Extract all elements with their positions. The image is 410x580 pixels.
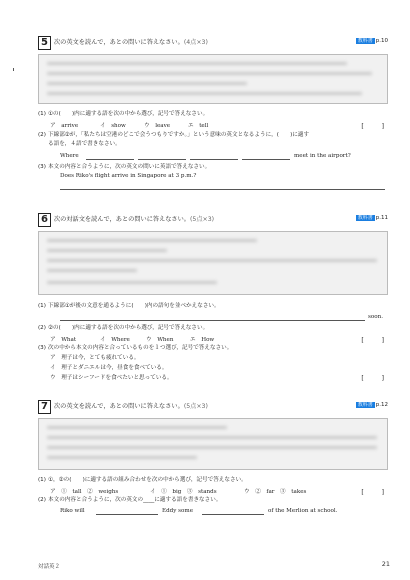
section-header [38, 400, 388, 414]
fill-in-line [38, 153, 388, 161]
answer-bracket: [ ] [361, 123, 384, 130]
choice-a [38, 355, 388, 362]
section-header [38, 213, 388, 227]
section-number: 7 [38, 400, 51, 414]
answer-bracket: [ ] [361, 489, 384, 496]
points: (4点×3) [183, 39, 208, 46]
question-text: 下線部②が，「私たちは空港のどこで会うつもりですか。」という意味の英文となるように，( )に適す [48, 132, 310, 138]
option: イ Where [100, 337, 130, 343]
textbook-badge: 教科書 [357, 402, 373, 408]
sentence-start: Where [60, 153, 79, 159]
margin-mark [13, 68, 14, 71]
answer-line[interactable] [60, 189, 385, 190]
option: ア arrive [50, 123, 79, 129]
question-1 [38, 477, 388, 484]
choice-text: ア 理子は今，とても疲れている。 [50, 355, 140, 361]
points: (5点×3) [183, 403, 208, 410]
blurred-text-line [47, 446, 377, 449]
section-5 [38, 36, 388, 191]
question-sentence [38, 173, 388, 180]
english-question: Does Riko's flight arrive in Singapore at 3 p.m.? [60, 173, 197, 179]
question-number: (2) [38, 325, 46, 331]
section-instruction [54, 37, 208, 46]
section-instruction [54, 214, 214, 223]
blurred-text-line [47, 92, 362, 95]
question-text: 本文の内容と合うように，次の英文の____に適する語を書きなさい。 [48, 497, 222, 503]
fill-in-line [38, 314, 388, 322]
blurred-text-line [47, 72, 372, 75]
question-2 [38, 132, 388, 139]
answer-bracket: [ ] [361, 337, 384, 344]
textbook-ref [356, 214, 388, 221]
section-7 [38, 400, 388, 516]
answer-options [38, 121, 388, 129]
choice-b [38, 365, 388, 372]
question-text: 次の中から本文の内容と合っているものを１つ選び，記号で答えなさい。 [48, 345, 233, 351]
question-2-cont [38, 141, 388, 148]
blurred-text-line [47, 426, 227, 429]
answer-bracket: [ ] [361, 375, 384, 382]
question-number: (2) [38, 132, 46, 138]
option: ア What [50, 337, 77, 343]
reading-passage-blurred [38, 54, 388, 104]
choice-text: イ 理子とダニエルは今，昼食を食べている。 [50, 365, 168, 371]
blank-3[interactable] [190, 159, 238, 160]
instruction-text: 次の英文を読んで，あとの問いに答えなさい。 [54, 403, 184, 410]
blank-2[interactable] [202, 514, 264, 515]
answer-options [38, 487, 388, 495]
option: エ How [190, 337, 215, 343]
blurred-text-line [47, 456, 197, 459]
question-number: (1) [38, 303, 46, 309]
instruction-text: 次の対話文を読んで，あとの問いに答えなさい。 [54, 216, 190, 223]
blank-1[interactable] [96, 514, 158, 515]
blank-2[interactable] [138, 159, 186, 160]
question-2 [38, 325, 388, 332]
textbook-ref [356, 37, 388, 44]
points: (5点×3) [190, 216, 215, 223]
option: ア ① tall ② weighs [50, 489, 119, 495]
option: ウ leave [144, 123, 171, 129]
answer-row [38, 185, 388, 191]
option: イ ① big ③ stands [150, 489, 217, 495]
question-text: 本文の内容と合うように，次の英文の問いに英語で答えなさい。 [48, 164, 211, 170]
textbook-page: p.10 [375, 38, 388, 44]
answer-options [38, 335, 388, 343]
question-text: ②の( )内に適する語を次の中から選び，記号で答えなさい。 [48, 325, 209, 331]
fill-in-line [38, 508, 388, 516]
question-1 [38, 303, 388, 310]
blurred-text-line [47, 239, 257, 242]
question-3 [38, 345, 388, 352]
blank-1[interactable] [86, 159, 134, 160]
question-text: ①の( )内に適する語を次の中から選び，記号で答えなさい。 [48, 111, 209, 117]
textbook-ref [356, 401, 388, 408]
blurred-text-line [47, 259, 377, 262]
option: ウ When [146, 337, 174, 343]
sentence-part: of the Merlion at school. [268, 508, 338, 514]
textbook-badge: 教科書 [357, 215, 373, 221]
instruction-text: 次の英文を読んで，あとの問いに答えなさい。 [54, 39, 184, 46]
question-text: 下線部①が後の文意を通るように( )内の語句を並べかえなさい。 [48, 303, 220, 309]
question-3 [38, 164, 388, 171]
footer-book-code: 対話英２ [38, 564, 61, 570]
answer-line[interactable] [60, 320, 365, 321]
sentence-part: Eddy some [162, 508, 194, 514]
section-number: 5 [38, 36, 51, 50]
question-number: (1) [38, 111, 46, 117]
blurred-text-line [47, 82, 247, 85]
blurred-text-line [47, 62, 347, 65]
blurred-text-line [47, 281, 217, 284]
dialogue-passage-blurred [38, 231, 388, 295]
section-6 [38, 213, 388, 382]
option: イ show [100, 123, 126, 129]
textbook-page: p.11 [375, 215, 388, 221]
question-number: (2) [38, 497, 46, 503]
section-instruction [54, 401, 208, 410]
choice-text: ウ 理子はシーフードを食べたいと思っている。 [50, 375, 173, 381]
blurred-text-line [47, 436, 377, 439]
sentence-part: Riko will [60, 508, 85, 514]
page-number: 21 [381, 560, 390, 568]
section-header [38, 36, 388, 50]
option: エ tell [188, 123, 209, 129]
question-number: (1) [38, 477, 46, 483]
question-text: ①，②の( )に適する語の組み合わせを次の中から選び，記号で答えなさい。 [48, 477, 247, 483]
section-number: 6 [38, 213, 51, 227]
question-number: (3) [38, 164, 46, 170]
blurred-text-line [47, 249, 167, 252]
question-2 [38, 497, 388, 504]
question-1 [38, 111, 388, 118]
question-text: る語を，４語で書きなさい。 [48, 141, 121, 147]
reading-passage-blurred [38, 418, 388, 470]
question-number: (3) [38, 345, 46, 351]
blurred-text-line [47, 269, 137, 272]
sentence-end: soon. [368, 314, 383, 320]
textbook-page: p.12 [375, 402, 388, 408]
option: ウ ② far ③ takes [244, 489, 307, 495]
sentence-end: meet in the airport? [294, 153, 351, 159]
blank-4[interactable] [242, 159, 290, 160]
choice-c [38, 375, 388, 382]
textbook-badge: 教科書 [357, 38, 373, 44]
